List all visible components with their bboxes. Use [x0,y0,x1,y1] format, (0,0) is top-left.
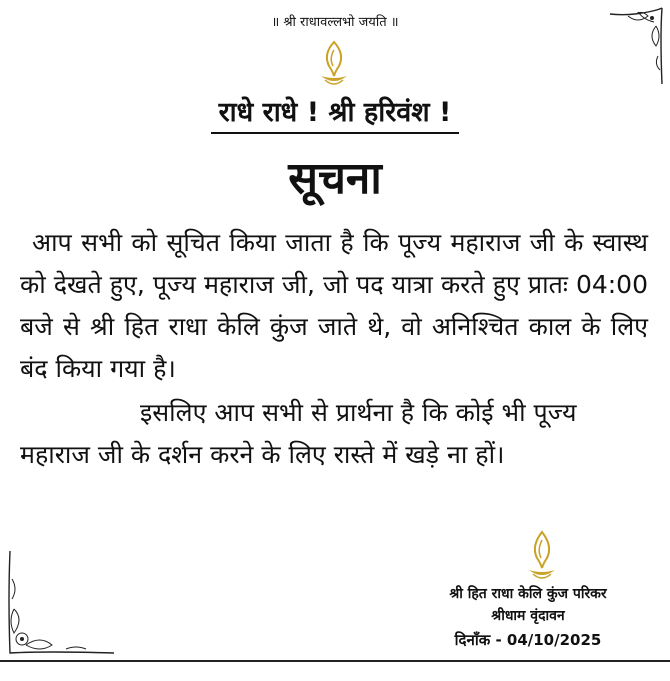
notice-title: सूचना [288,153,382,204]
flame-emblem-icon [525,530,559,582]
notice-paragraph-1: आप सभी को सूचित किया जाता है कि पूज्य महाराज जी के स्वास्थ को देखते हुए, पूज्य महाराज जी, जो पद यात्रा करते हुए प्रातः 04:00 बजे से श्री हित राधा केलि कुंज जाते थे, वो अनिश्चित काल के लिए बंद किया गया है। [20,228,648,383]
floral-corner-bottom-left-icon [6,549,116,659]
flame-emblem-icon [317,40,351,88]
bottom-divider [0,660,670,662]
signature-block [398,583,658,651]
signature-organization: श्री हित राधा केलि कुंज परिकर [449,586,607,602]
notice-body [20,222,648,476]
invocation-line: ॥ श्री राधावल्लभो जयति ॥ [271,15,399,30]
greeting-heading [0,92,670,134]
notice-paragraph-2: इसलिए आप सभी से प्रार्थना है कि कोई भी पूज्य महाराज जी के दर्शन करने के लिए रास्ते में खड़े ना हों। [20,398,577,469]
signature-date: दिनाँक - 04/10/2025 [454,631,602,649]
greeting-text: राधे राधे ! श्री हरिवंश ! [211,92,460,134]
signature-place: श्रीधाम वृंदावन [491,608,565,624]
